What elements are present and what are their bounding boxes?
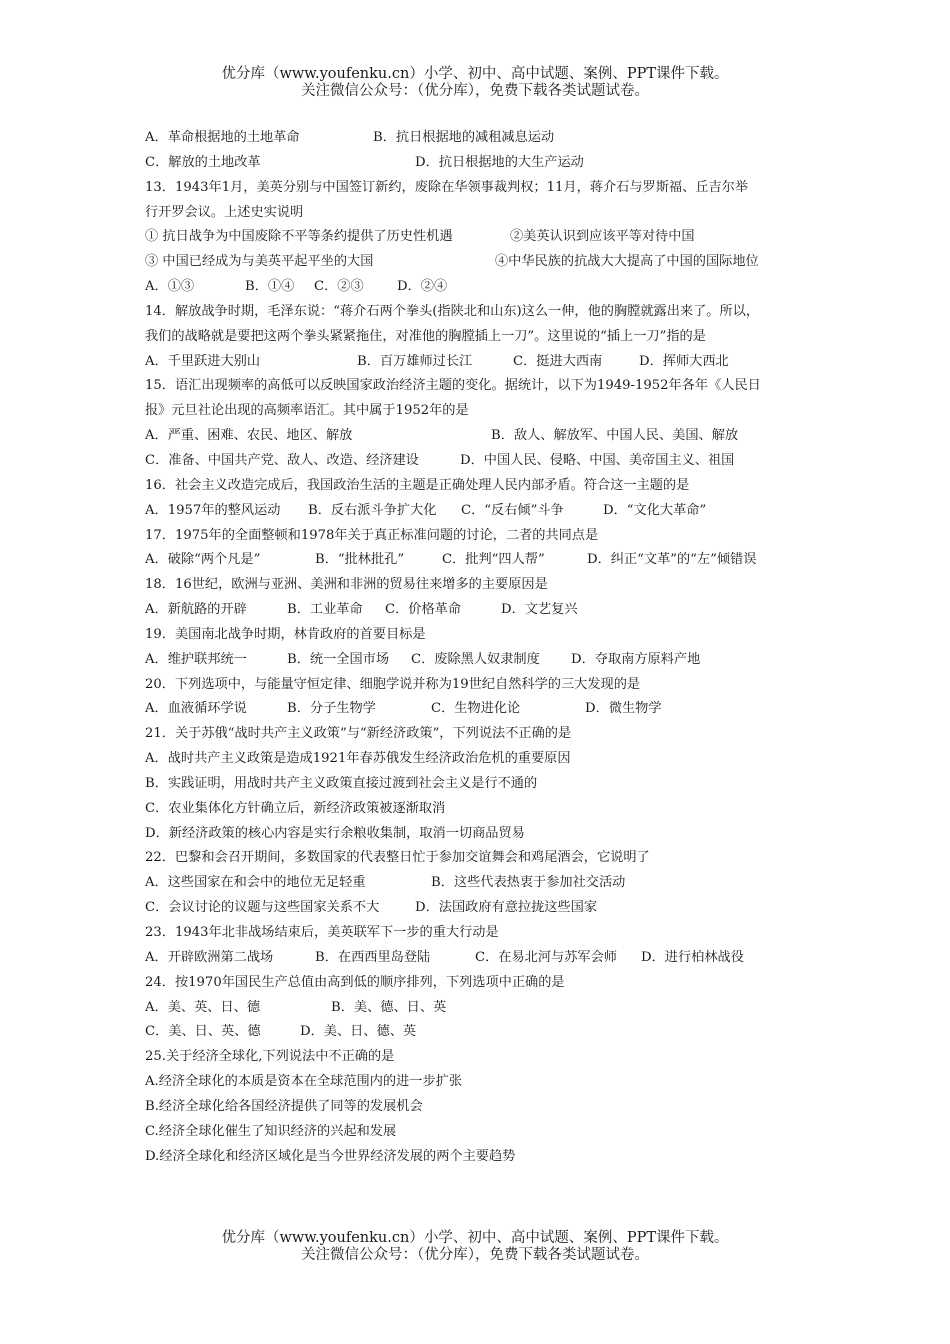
text-segment: 19．美国南北战争时期，林肯政府的首要目标是 [145, 626, 426, 642]
text-segment: B.经济全球化给各国经济提供了同等的发展机会 [145, 1098, 423, 1114]
footer-line-2: 关注微信公众号：（优分库），免费下载各类试题试卷。 [301, 1247, 649, 1263]
text-segment: B．美、德、日、英 [331, 999, 447, 1015]
text-segment: 24．按1970年国民生产总值由高到低的顺序排列，下列选项中正确的是 [145, 974, 565, 990]
text-segment: A.经济全球化的本质是资本在全球范围内的进一步扩张 [145, 1074, 463, 1090]
text-segment: A．革命根据地的土地革命 [145, 130, 300, 145]
text-segment: C．美、日、英、德 [145, 1024, 261, 1040]
text-line [145, 846, 825, 871]
text-line [145, 250, 825, 275]
exam-questions [145, 126, 825, 1169]
text-segment: A．严重、困难、农民、地区、解放 [145, 428, 353, 444]
text-line [145, 822, 825, 847]
text-segment: D．“文化大革命” [603, 502, 707, 518]
text-line [145, 996, 825, 1021]
text-line [145, 300, 825, 325]
text-segment: A．血液循环学说 [145, 701, 247, 717]
text-segment: B．在西西里岛登陆 [315, 949, 431, 965]
text-line [145, 921, 825, 946]
text-segment: 15．语汇出现频率的高低可以反映国家政治经济主题的变化。据统计，以下为1949-1952年各年《人民日 [145, 378, 761, 394]
text-segment: B．工业革命 [287, 602, 363, 618]
text-segment: C.经济全球化催生了知识经济的兴起和发展 [145, 1123, 397, 1139]
text-segment: D．新经济政策的核心内容是实行余粮收集制，取消一切商品贸易 [145, 825, 525, 841]
text-segment: D．挥师大西北 [639, 353, 729, 369]
text-segment: 13．1943年1月，美英分别与中国签订新约，废除在华领事裁判权；11月，蒋介石与罗斯福、丘吉尔举 [145, 179, 749, 195]
text-line [145, 1020, 825, 1045]
text-segment: B．①④ [245, 279, 295, 295]
text-segment: B．这些代表热衷于参加社交活动 [431, 875, 626, 891]
text-segment: 14．解放战争时期，毛泽东说：“蒋介石两个拳头(指陕北和山东)这么一伸，他的胸膛就露出来了。所以， [145, 303, 760, 319]
text-segment: C．“反右倾”斗争 [461, 502, 564, 518]
text-segment: 18．16世纪，欧洲与亚洲、美洲和非洲的贸易往来增多的主要原因是 [145, 577, 548, 593]
page-footer [0, 1230, 950, 1264]
text-line [145, 350, 825, 375]
text-line [145, 201, 825, 226]
text-segment: 16．社会主义改造完成后，我国政治生活的主题是正确处理人民内部矛盾。符合这一主题的是 [145, 477, 690, 493]
text-segment: 报》元旦社论出现的高频率语汇。其中属于1952年的是 [145, 403, 469, 419]
text-segment: 21．关于苏俄“战时共产主义政策”与“新经济政策”，下列说法不正确的是 [145, 726, 572, 742]
text-segment: ① 抗日战争为中国废除不平等条约提供了历史性机遇 [145, 229, 453, 245]
text-segment: A．千里跃进大别山 [145, 353, 261, 369]
text-segment: A．1957年的整风运动 [145, 502, 281, 518]
text-segment: C．批判“四人帮” [442, 552, 545, 568]
text-line [145, 449, 825, 474]
text-segment: D．夺取南方原料产地 [571, 651, 701, 667]
text-line [145, 548, 825, 573]
text-segment: B．统一全国市场 [287, 651, 390, 667]
text-line [145, 225, 825, 250]
text-segment: C．挺进大西南 [513, 353, 603, 369]
text-segment: C．生物进化论 [431, 701, 521, 717]
text-line [145, 598, 825, 623]
text-segment: C．解放的土地改革 [145, 154, 261, 170]
text-line [145, 722, 825, 747]
text-line [145, 697, 825, 722]
text-segment: 23．1943年北非战场结束后，美英联军下一步的重大行动是 [145, 925, 499, 940]
text-line [145, 1045, 825, 1070]
text-line [145, 374, 825, 399]
text-line [145, 797, 825, 822]
text-segment: B．反右派斗争扩大化 [308, 502, 437, 518]
text-segment: D．抗日根据地的大生产运动 [415, 154, 584, 170]
text-segment: C．②③ [314, 279, 364, 295]
text-line [145, 648, 825, 673]
text-line [145, 1070, 825, 1095]
text-segment: B．分子生物学 [287, 701, 376, 717]
text-segment: 17．1975年的全面整顿和1978年关于真正标准问题的讨论，二者的共同点是 [145, 527, 599, 543]
text-segment: B．百万雄师过长江 [357, 353, 473, 369]
text-segment: C．准备、中国共产党、敌人、改造、经济建设 [145, 452, 419, 468]
text-line [145, 772, 825, 797]
text-segment: B．抗日根据地的减租减息运动 [373, 130, 555, 145]
text-line [145, 971, 825, 996]
text-line [145, 275, 825, 300]
text-segment: ②美英认识到应该平等对待中国 [510, 229, 695, 245]
footer-line-1: 优分库（www.youfenku.cn）小学、初中、高中试题、案例、PPT课件下载。 [221, 1230, 729, 1246]
text-line [145, 399, 825, 424]
text-line [145, 126, 825, 151]
text-segment: 行开罗会议。上述史实说明 [145, 204, 304, 220]
text-segment: 22．巴黎和会召开期间，多数国家的代表整日忙于参加交谊舞会和鸡尾酒会，它说明了 [145, 850, 650, 866]
text-segment: 20．下列选项中，与能量守恒定律、细胞学说并称为19世纪自然科学的三大发现的是 [145, 676, 641, 692]
text-line [145, 424, 825, 449]
text-segment: 我们的战略就是要把这两个拳头紧紧拖住，对准他的胸膛插上一刀”。这里说的“插上一刀”指的是 [145, 328, 706, 344]
text-segment: ④中华民族的抗战大大提高了中国的国际地位 [495, 254, 759, 270]
text-line [145, 573, 825, 598]
text-segment: A．开辟欧洲第二战场 [145, 949, 274, 965]
text-segment: A．①③ [145, 279, 195, 295]
text-segment: C．价格革命 [385, 602, 462, 618]
text-line [145, 747, 825, 772]
header-line-1: 优分库（www.youfenku.cn）小学、初中、高中试题、案例、PPT课件下载。 [221, 66, 729, 82]
text-line [145, 474, 825, 499]
text-line [145, 623, 825, 648]
text-line [145, 176, 825, 201]
text-segment: D．进行柏林战役 [641, 949, 744, 965]
text-segment: A．维护联邦统一 [145, 651, 247, 667]
text-segment: B．“批林批孔” [315, 552, 405, 568]
text-line [145, 871, 825, 896]
text-segment: D．文艺复兴 [501, 602, 578, 618]
text-segment: C．农业集体化方针确立后，新经济政策被逐渐取消 [145, 800, 446, 816]
text-line [145, 1095, 825, 1120]
text-line [145, 151, 825, 176]
text-segment: ③ 中国已经成为与美英平起平坐的大国 [145, 254, 374, 270]
text-segment: D．微生物学 [585, 701, 662, 717]
text-segment: B．实践证明，用战时共产主义政策直接过渡到社会主义是行不通的 [145, 775, 538, 791]
text-line [145, 1145, 825, 1170]
text-segment: D．纠正“文革”的“左”倾错误 [587, 552, 757, 568]
text-segment: A．战时共产主义政策是造成1921年春苏俄发生经济政治危机的重要原因 [145, 751, 571, 767]
text-segment: D．法国政府有意拉拢这些国家 [415, 900, 598, 916]
text-segment: A．这些国家在和会中的地位无足轻重 [145, 875, 366, 891]
text-segment: C．废除黑人奴隶制度 [411, 651, 540, 667]
text-segment: A．破除“两个凡是” [145, 552, 261, 568]
page-header-top [0, 66, 950, 100]
text-line [145, 673, 825, 698]
text-line [145, 896, 825, 921]
text-line [145, 946, 825, 971]
text-line [145, 499, 825, 524]
text-line [145, 1120, 825, 1145]
text-segment: C．会议讨论的议题与这些国家关系不大 [145, 900, 380, 916]
text-segment: 25.关于经济全球化,下列说法中不正确的是 [145, 1049, 395, 1065]
text-segment: D．②④ [397, 279, 448, 295]
text-line [145, 524, 825, 549]
text-segment: A．美、英、日、德 [145, 999, 261, 1015]
text-segment: C．在易北河与苏军会师 [475, 949, 617, 965]
text-segment: D．中国人民、侵略、中国、美帝国主义、祖国 [460, 452, 735, 468]
text-segment: D．美、日、德、英 [300, 1024, 417, 1040]
text-segment: A．新航路的开辟 [145, 602, 247, 618]
text-segment: D.经济全球化和经济区域化是当今世界经济发展的两个主要趋势 [145, 1148, 516, 1164]
text-segment: B．敌人、解放军、中国人民、美国、解放 [491, 428, 739, 444]
text-line [145, 325, 825, 350]
header-line-2: 关注微信公众号：（优分库），免费下载各类试题试卷。 [301, 83, 649, 99]
